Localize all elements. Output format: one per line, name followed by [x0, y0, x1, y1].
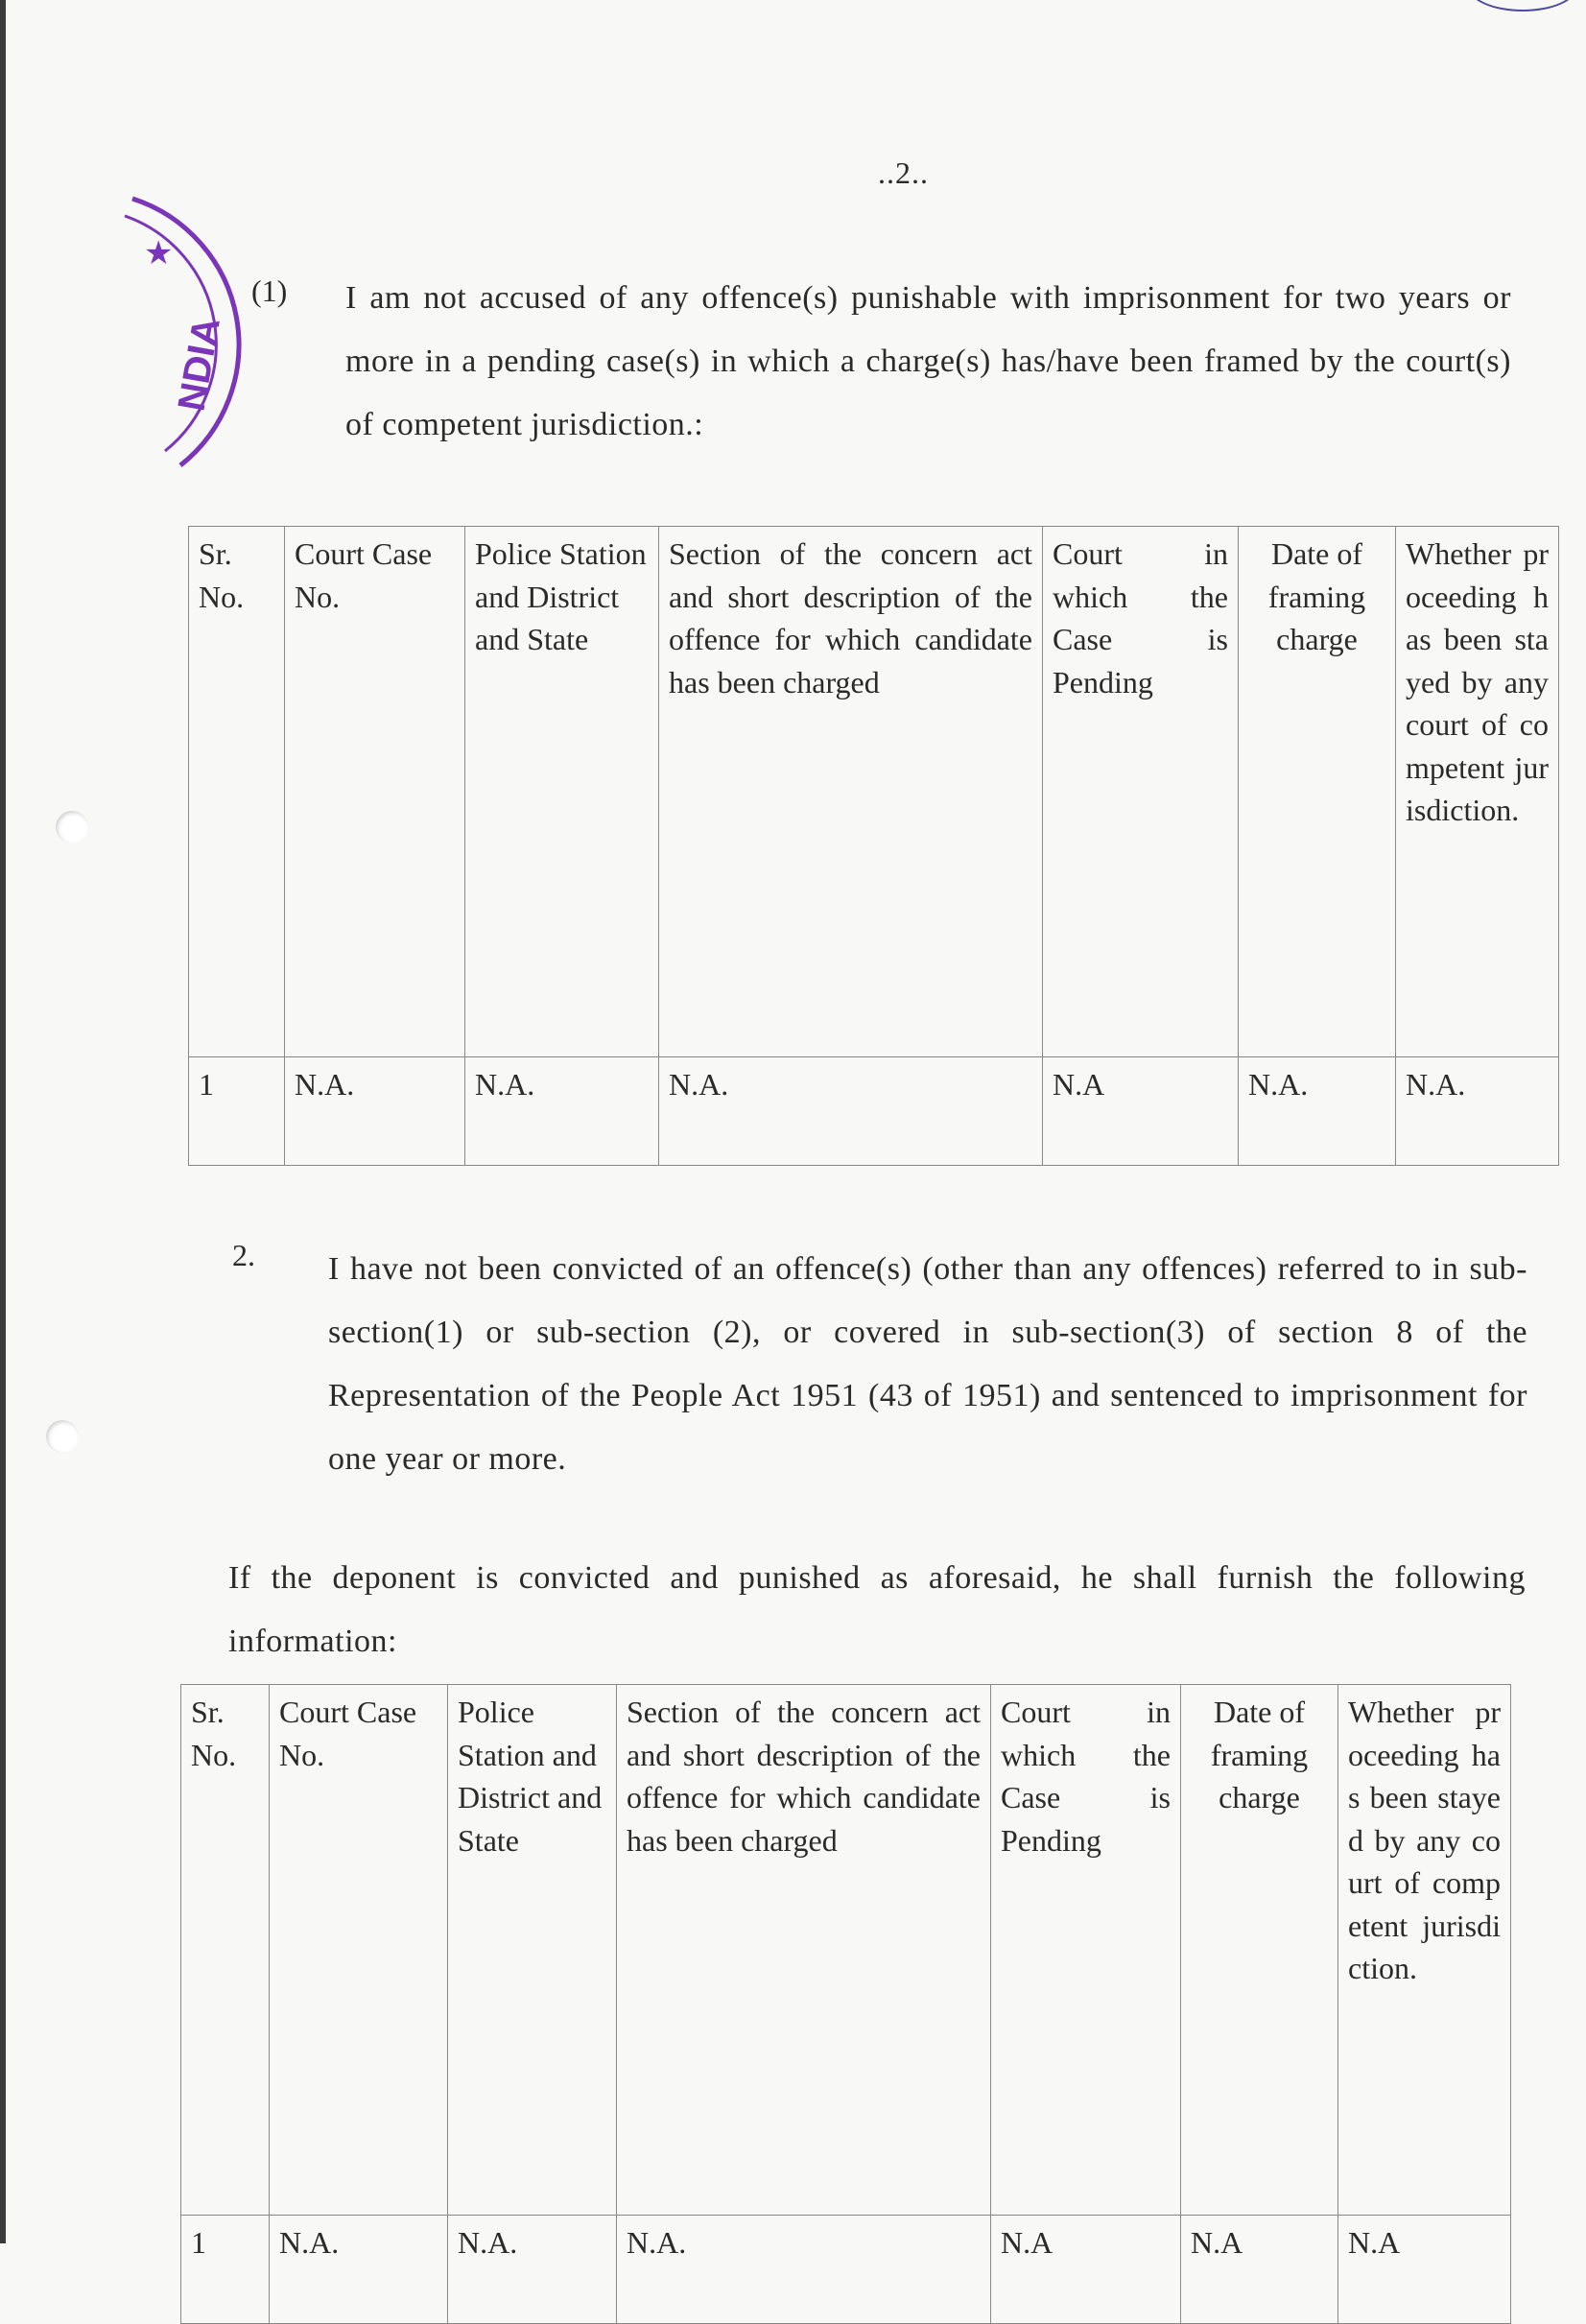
cell-sr-no: 1: [189, 1057, 285, 1166]
cell-date-framing: N.A: [1181, 2216, 1338, 2324]
header-date-framing: Date of framing charge: [1181, 1685, 1338, 2216]
table-row: [181, 2216, 1511, 2324]
cell-whether-stayed: N.A: [1338, 2216, 1511, 2324]
conviction-table: [180, 1684, 1511, 2324]
table-row: [189, 1057, 1559, 1166]
star-icon: ★: [144, 234, 174, 273]
cell-court-case-no: N.A.: [270, 2216, 448, 2324]
cell-police-station: N.A.: [448, 2216, 617, 2324]
header-whether-stayed: Whether proceeding has been stayed by any court of competent jurisdiction.: [1338, 1685, 1511, 2216]
header-sr-no: Sr. No.: [189, 527, 285, 1057]
header-court-case-no: Court Case No.: [285, 527, 465, 1057]
header-court-pending: Court in which the Case is Pending: [991, 1685, 1181, 2216]
official-stamp: [67, 178, 297, 504]
header-section: Section of the concern act and short description of the offence for which candidate has been charged: [617, 1685, 991, 2216]
pending-cases-table: [188, 526, 1559, 1166]
header-sr-no: Sr. No.: [181, 1685, 270, 2216]
punch-hole: [46, 1420, 79, 1453]
cell-section: N.A.: [659, 1057, 1043, 1166]
cell-date-framing: N.A.: [1239, 1057, 1396, 1166]
cell-court-case-no: N.A.: [285, 1057, 465, 1166]
header-court-pending: Court in which the Case is Pending: [1043, 527, 1239, 1057]
cell-court-pending: N.A: [991, 2216, 1181, 2324]
para2-number: 2.: [232, 1238, 255, 1272]
stamp-text: NDIA: [170, 314, 228, 415]
table-header-row: [181, 1685, 1511, 2216]
table-header-row: [189, 527, 1559, 1057]
cell-whether-stayed: N.A.: [1396, 1057, 1559, 1166]
para2-text: I have not been convicted of an offence(s) (other than any offences) referred to in sub-section(1) or sub-section (2), or covered in sub-section(3) of section 8 of the Representation of the People Act 1951 (43 of 1951) and sentenced to imprisonment for one year or more.: [328, 1251, 1527, 1477]
page-number: ..2..: [878, 155, 929, 190]
header-date-framing: Date of framing charge: [1239, 527, 1396, 1057]
punch-hole: [56, 811, 88, 843]
header-court-case-no: Court Case No.: [270, 1685, 448, 2216]
para1-text: I am not accused of any offence(s) punishable with imprisonment for two years or more in a pending case(s) in which a charge(s) has/have been framed by the court(s) of competent jurisdiction.:: [345, 280, 1511, 442]
header-police-station: Police Station and District and State: [465, 527, 659, 1057]
cell-sr-no: 1: [181, 2216, 270, 2324]
cell-court-pending: N.A: [1043, 1057, 1239, 1166]
header-whether-stayed: Whether proceeding has been stayed by any court of competent jurisdiction.: [1396, 527, 1559, 1057]
cell-section: N.A.: [617, 2216, 991, 2324]
header-police-station: Police Station and District and State: [448, 1685, 617, 2216]
stamp-fragment-top-right: [1468, 0, 1577, 12]
header-section: Section of the concern act and short description of the offence for which candidate has been charged: [659, 527, 1043, 1057]
para1-number: (1): [251, 273, 288, 308]
para3-text: If the deponent is convicted and punished as aforesaid, he shall furnish the following information:: [228, 1560, 1526, 1659]
page-left-edge: [0, 0, 6, 2243]
cell-police-station: N.A.: [465, 1057, 659, 1166]
